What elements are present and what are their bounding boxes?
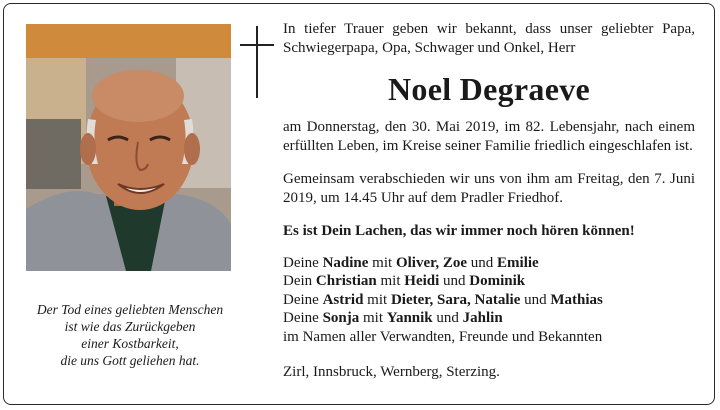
quote-line: Der Tod eines geliebten Menschen (36, 302, 224, 317)
family-member: Oliver, Zoe (395, 254, 468, 271)
family-prefix: Deine (283, 291, 323, 308)
quote-line: ist wie das Zurückgeben (64, 319, 196, 334)
family-prefix: Dein (283, 273, 316, 289)
family-member: Emilie (497, 254, 539, 271)
cross-vertical-bar (256, 26, 258, 98)
family-member: Jahlin (462, 310, 503, 326)
quote-line: einer Kostbarkeit, (81, 336, 179, 351)
photo-forehead (92, 70, 184, 122)
family-join: mit (368, 254, 396, 271)
death-notice: am Donnerstag, den 30. Mai 2019, im 82. Lebensjahr, nach einem erfüllten Leben, im Kreise seiner Familie friedlich eingeschlafen ist. (283, 119, 695, 154)
photo-wood-panel (26, 24, 231, 58)
family-join: und (432, 310, 463, 326)
family-line (283, 272, 695, 291)
family-join: und (439, 273, 470, 289)
family-member: Heidi (404, 273, 440, 289)
family-prefix: Deine (283, 310, 323, 326)
family-prefix: Deine (283, 254, 323, 271)
family-member: Astrid (322, 291, 364, 308)
cross-icon (240, 26, 274, 98)
motto: Es ist Dein Lachen, das wir immer noch hören können! (283, 223, 635, 239)
photo-shadow (26, 119, 81, 189)
family-join: und (520, 291, 551, 308)
portrait-photo (26, 24, 231, 271)
family-member: Dominik (469, 273, 526, 289)
quote-line: die uns Gott geliehen hat. (60, 353, 200, 368)
family-line (283, 291, 695, 310)
notice-text (283, 20, 695, 382)
intro-text: In tiefer Trauer geben wir bekannt, dass unser geliebter Papa, Schwiegerpapa, Opa, Schwager und Onkel, Herr (283, 21, 695, 56)
family-join: mit (359, 310, 387, 326)
family-line (283, 254, 695, 273)
family-member: Yannik (386, 310, 433, 326)
family-member: Christian (315, 273, 377, 289)
portrait-illustration (26, 24, 231, 271)
family-line (283, 309, 695, 328)
places: Zirl, Innsbruck, Wernberg, Sterzing. (283, 364, 500, 380)
funeral-notice: Gemeinsam verabschieden wir uns von ihm am Freitag, den 7. Juni 2019, um 14.45 Uhr auf dem Pradler Friedhof. (283, 171, 695, 206)
cross-horizontal-bar (240, 44, 274, 46)
family-join: und (467, 254, 498, 271)
deceased-name: Noel Degraeve (387, 71, 591, 107)
family-member: Nadine (322, 254, 369, 271)
photo-ear-right (184, 133, 200, 165)
family-member: Sonja (322, 310, 360, 326)
memorial-quote (14, 301, 246, 369)
family-member: Dieter, Sara, Natalie (390, 291, 521, 308)
family-list (283, 254, 695, 347)
family-member: Mathias (550, 291, 603, 308)
photo-ear-left (80, 133, 96, 165)
family-join: mit (363, 291, 391, 308)
family-join: mit (376, 273, 405, 289)
family-line: im Namen aller Verwandten, Freunde und Bekannten (283, 328, 603, 345)
